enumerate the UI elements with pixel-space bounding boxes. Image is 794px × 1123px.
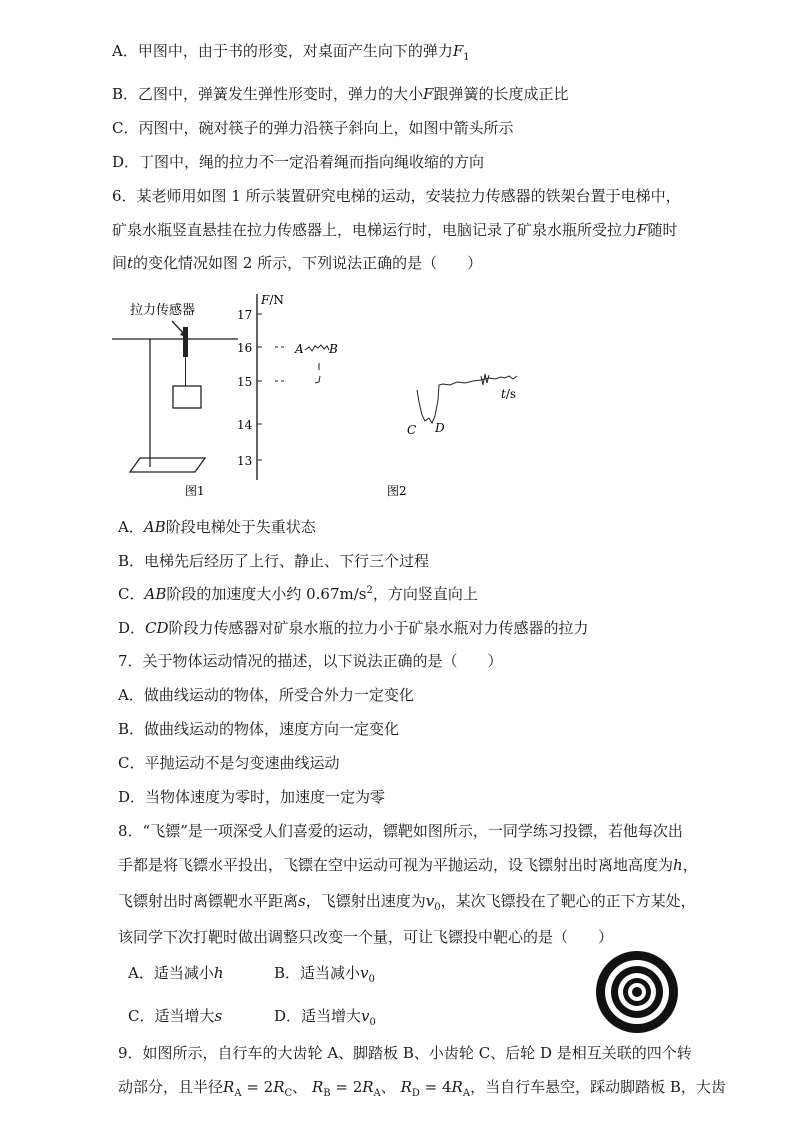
var-f: F	[423, 85, 434, 103]
q5-option-d: D．丁图中，绳的拉力不一定沿着绳而指向绳收缩的方向	[112, 153, 485, 171]
q8-stem-line1: 8．“飞镖”是一项深受人们喜爱的运动，镖靶如图所示，一同学练习投镖，若他每次出	[118, 822, 683, 840]
tick-label-13: 13	[237, 454, 253, 468]
q8-option-b	[274, 963, 375, 983]
var-v: v	[361, 1007, 370, 1025]
figure-1-caption: 图1	[185, 484, 205, 498]
q6-option-b: B．电梯先后经历了上行、静止、下行三个过程	[118, 552, 430, 570]
q5-option-b-tail: 跟弹簧的长度成正比	[433, 85, 569, 103]
q9-line2-pre: 动部分，且半径	[118, 1078, 224, 1096]
stand-base	[130, 458, 205, 472]
figure-2-graph	[237, 290, 525, 505]
q8-line3-post: ，某次飞镖投在了靶心的正下方某处，	[440, 892, 696, 910]
coef-2: 2	[352, 1078, 363, 1096]
q6-line3-post: 的变化情况如图 2 所示，下列说法正确的是（ ）	[133, 254, 483, 272]
q6-stem-line2	[112, 220, 677, 240]
point-d-label: D	[435, 421, 445, 435]
var-s: s	[298, 892, 306, 910]
var-h: h	[213, 964, 224, 982]
q6-option-d	[118, 618, 589, 638]
q8-a-pre: A．适当减小	[128, 964, 214, 982]
q8-stem-line3	[118, 891, 696, 911]
q7-option-d: D．当物体速度为零时，加速度一定为零	[118, 788, 386, 806]
q7-option-c: C．平抛运动不是匀变速曲线运动	[118, 754, 340, 772]
q6-c-pre: C．	[118, 585, 145, 603]
coef-4: 4	[442, 1078, 452, 1096]
sub-d: D	[411, 1088, 420, 1099]
q8-option-c	[128, 1006, 222, 1026]
q8-line3-mid: ，飞镖射出速度为	[305, 892, 426, 910]
q8-line2-pre: 手都是将飞镖水平投出，飞镖在空中运动可视为平抛运动，设飞镖射出时离地高度为	[118, 856, 674, 874]
bullseye	[632, 987, 642, 997]
var-h: h	[673, 856, 683, 874]
var-r: R	[311, 1078, 324, 1096]
q5-option-c: C．丙图中，碗对筷子的弹力沿筷子斜向上，如图中箭头所示	[112, 119, 514, 137]
var-r: R	[273, 1078, 285, 1096]
y-axis-label: F/N	[261, 293, 284, 307]
q6-c-mid: 阶段的加速度大小约 0.67m/s	[166, 585, 367, 603]
q7-option-a: A．做曲线运动的物体，所受合外力一定变化	[118, 686, 414, 704]
q6-option-c	[118, 584, 478, 604]
q6-a-pre: A．	[118, 518, 144, 536]
point-a-label: A	[295, 342, 304, 356]
q6-d-pre: D．	[118, 619, 146, 637]
q6-a-post: 阶段电梯处于失重状态	[165, 518, 316, 536]
var-r: R	[451, 1078, 463, 1096]
q6-option-a	[118, 517, 316, 537]
tick-label-16: 16	[237, 341, 253, 355]
q8-option-a	[128, 963, 224, 983]
var-ab: AB	[144, 585, 167, 603]
sub-1: 1	[463, 52, 470, 63]
x-axis-label: t/s	[501, 387, 517, 401]
var-r: R	[223, 1078, 235, 1096]
var-v: v	[425, 892, 435, 910]
q9-line2-post: ，当自行车悬空，踩动脚踏板 B，大齿	[470, 1078, 726, 1096]
tick-label-14: 14	[237, 418, 253, 432]
q5-option-a	[112, 41, 470, 61]
sub-c: C	[284, 1088, 293, 1099]
coef-2: 2	[263, 1078, 274, 1096]
q6-c-post: ，方向竖直向上	[372, 585, 478, 603]
q7-option-b: B．做曲线运动的物体，速度方向一定变化	[118, 720, 400, 738]
q9-stem-line1: 9．如图所示，自行车的大齿轮 A、脚踏板 B、小齿轮 C、后轮 D 是相互关联的四个转	[118, 1044, 692, 1062]
q6-stem-line1: 6．某老师用如图 1 所示装置研究电梯的运动，安装拉力传感器的铁架台置于电梯中，	[112, 187, 681, 205]
var-v: v	[360, 964, 369, 982]
var-s: s	[214, 1007, 223, 1025]
y-ticks	[257, 314, 262, 460]
sensor-label: 拉力传感器	[130, 303, 196, 318]
q8-c-pre: C．适当增大	[128, 1007, 215, 1025]
sub-0: 0	[368, 974, 375, 985]
q8-d-pre: D．适当增大	[274, 1007, 362, 1025]
tick-label-15: 15	[237, 375, 253, 389]
q8-stem-line4: 该同学下次打靶时做出调整只改变一个量，可让飞镖投中靶心的是（ ）	[118, 928, 614, 946]
q7-stem: 7．关于物体运动情况的描述，以下说法正确的是（ ）	[118, 652, 503, 670]
sensor-body	[183, 327, 188, 357]
q8-line2-post: ，	[682, 856, 698, 874]
sub-a: A	[234, 1088, 242, 1099]
q5-option-b	[112, 84, 568, 104]
var-f: F	[452, 42, 464, 60]
dartboard-image	[595, 950, 679, 1034]
var-t: t	[127, 254, 134, 272]
q6-line2-post: 随时	[647, 221, 678, 239]
sub-0: 0	[434, 902, 441, 913]
point-c-label: C	[407, 423, 417, 437]
point-b-label: B	[329, 342, 338, 356]
q6-line2-pre: 矿泉水瓶竖直悬挂在拉力传感器上，电梯运行时，电脑记录了矿泉水瓶所受拉力	[112, 221, 638, 239]
water-bottle	[173, 386, 201, 408]
var-r: R	[362, 1078, 374, 1096]
figure-2-caption: 图2	[387, 484, 407, 498]
curve-step	[315, 376, 320, 383]
q8-option-d	[274, 1006, 376, 1026]
q5-option-b-text: B．乙图中，弹簧发生弹性形变时，弹力的大小	[112, 85, 424, 103]
q9-stem-line2: 动部分，且半径$R_A = 2R_C$、 $R_B = 2R_A$、 $R_D = 4R_A$，当自行车悬空，踩动脚踏板 B，大齿	[118, 1078, 726, 1099]
q6-d-post: 阶段力传感器对矿泉水瓶的拉力小于矿泉水瓶对力传感器的拉力	[168, 619, 589, 637]
q6-line3-pre: 间	[112, 254, 128, 272]
sub-a: A	[462, 1088, 471, 1099]
q5-option-a-text: A．甲图中，由于书的形变，对桌面产生向下的弹力	[112, 42, 453, 60]
var-f: F	[637, 221, 648, 239]
q8-stem-line2	[118, 855, 698, 875]
figure-1-stand	[110, 295, 240, 500]
sub-a: A	[373, 1088, 381, 1099]
q8-b-pre: B．适当减小	[274, 964, 361, 982]
sub-b: B	[323, 1088, 331, 1099]
var-ab: AB	[143, 518, 166, 536]
var-cd: CD	[145, 619, 169, 637]
tick-label-17: 17	[237, 308, 253, 322]
curve-ab	[305, 345, 329, 351]
q8-line3-pre: 飞镖射出时离镖靶水平距离	[118, 892, 299, 910]
var-r: R	[400, 1078, 412, 1096]
sup-2: 2	[366, 585, 373, 596]
sub-0: 0	[369, 1017, 376, 1028]
q6-stem-line3	[112, 253, 482, 273]
